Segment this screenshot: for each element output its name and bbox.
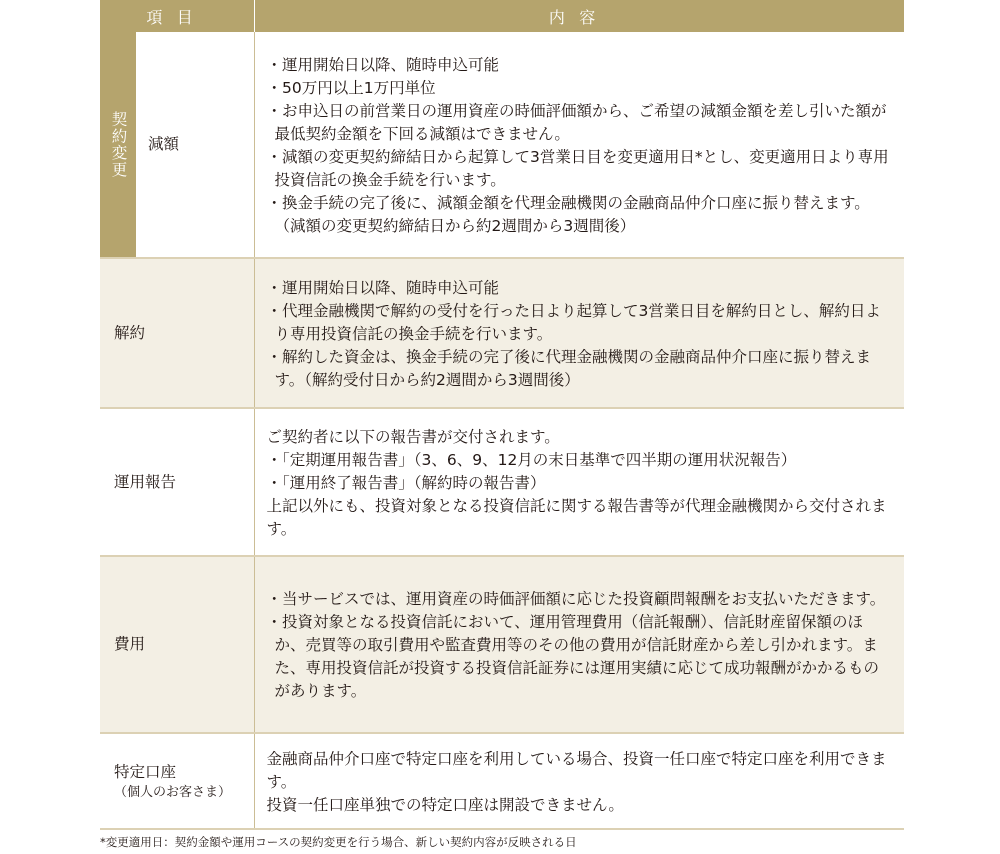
content-line: ・解約した資金は、換金手続の完了後に代理金融機関の金融商品仲介口座に振り替えます。（解約受付日から約2週間から3週間後） (266, 347, 872, 389)
group-label-keiyaku-henkou: 契約変更 (100, 32, 136, 257)
content-line: ・「運用終了報告書」（解約時の報告書） (266, 473, 546, 492)
content-line: ご契約者に以下の報告書が交付されます。 (266, 427, 560, 446)
row-sublabel-tokutei: （個人のお客さま） (114, 784, 232, 800)
row-hiyou (100, 556, 904, 733)
row-kaiyaku-content (254, 258, 904, 408)
table-header-row (100, 0, 904, 32)
row-tokutei-label-cell (100, 733, 254, 829)
content-line: ・運用開始日以降、随時申込可能 (266, 55, 500, 74)
row-houkoku-content (254, 408, 904, 556)
row-tokutei (100, 733, 904, 829)
row-label-tokutei: 特定口座 (114, 762, 177, 781)
content-line: 投資一任口座単独での特定口座は開設できません。 (266, 795, 624, 814)
row-gengaku-content (254, 32, 904, 258)
content-line: ・投資対象となる投資信託において、運用管理費用（信託報酬）、信託財産留保額のほか、売買等の取引費用や監査費用等のその他の費用が信託財産から差し引かれます。また、専用投資信託が投資する投資信託証券には運用実績に応じて成功報酬がかかるものがあります。 (266, 613, 880, 700)
service-terms-table (100, 0, 904, 830)
content-line: ・減額の変更契約締結日から起算して3営業日目を変更適用日*とし、変更適用日より専用投資信託の換金手続を行います。 (266, 147, 889, 189)
content-line: ・当サービスでは、運用資産の時価評価額に応じた投資顧問報酬をお支払いただきます。 (266, 590, 886, 608)
content-line: ・換金手続の完了後に、減額金額を代理金融機関の金融商品仲介口座に振り替えます。（減額の変更契約締結日から約2週間から3週間後） (266, 193, 870, 235)
row-gengaku (100, 32, 904, 258)
row-label-houkoku: 運用報告 (100, 408, 254, 556)
content-line: ・代理金融機関で解約の受付を行った日より起算して3営業日目を解約日とし、解約日より専用投資信託の換金手続を行います。 (266, 301, 881, 343)
content-line: ・お申込日の前営業日の運用資産の時価評価額から、ご希望の減額金額を差し引いた額が最低契約金額を下回る減額はできません。 (266, 101, 887, 143)
header-item: 項目 (100, 0, 254, 32)
row-houkoku (100, 408, 904, 556)
row-hiyou-content (254, 556, 904, 733)
content-line: 金融商品仲介口座で特定口座を利用している場合、投資一任口座で特定口座を利用できます。 (266, 749, 887, 791)
row-label-gengaku: 減額 (148, 135, 180, 153)
content-line: ・運用開始日以降、随時申込可能 (266, 278, 500, 297)
header-content: 内容 (254, 0, 904, 32)
content-line: 上記以外にも、投資対象となる投資信託に関する報告書等が代理金融機関から交付されます。 (266, 496, 887, 538)
row-gengaku-label-cell (100, 32, 254, 258)
footnote: *変更適用日：契約金額や運用コースの契約変更を行う場合、新しい契約内容が反映される日 (100, 835, 577, 849)
content-line: ・50万円以上1万円単位 (266, 78, 436, 97)
row-tokutei-content (254, 733, 904, 829)
row-label-hiyou: 費用 (100, 556, 254, 733)
service-terms-table-wrapper (100, 0, 904, 830)
content-line: ・「定期運用報告書」（3、6、9、12月の末日基準で四半期の運用状況報告） (266, 450, 797, 469)
row-label-kaiyaku: 解約 (100, 258, 254, 408)
row-kaiyaku (100, 258, 904, 408)
